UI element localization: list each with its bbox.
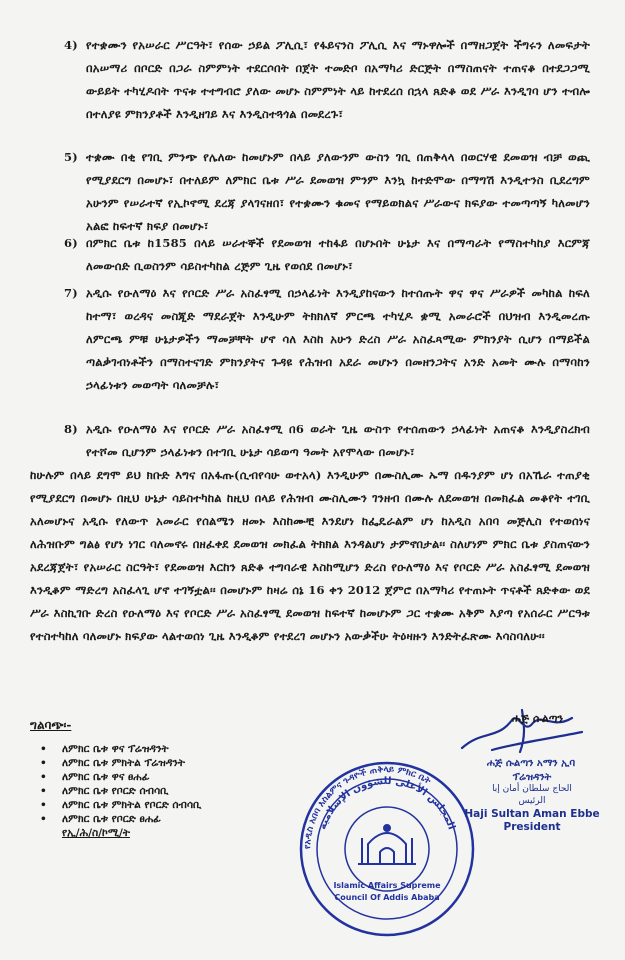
- seal-graphic: [298, 760, 476, 938]
- seal-amharic-text: የአዲስ አበባ እስልምና ጉዳዮች ጠቅላይ ምክር ቤት: [302, 764, 433, 850]
- signature-block: [462, 700, 602, 833]
- handwritten-signature: [452, 700, 592, 760]
- seal-english-bottom: Council Of Addis Ababa: [334, 893, 440, 902]
- item-text: በምክር ቤቱ ከ1585 በላይ ሠራተኞች የደመወዝ ተከፋይ በሆኑበት ሁኔታ እና በማጣራት የማስተካከያ እርምጃ ለመውሰድ ቢወስንም ሳይስተካከል ረጅም ጊዜ የወሰደ በመሆኑ፣: [86, 236, 590, 273]
- signature-handwritten-text: ሐጅ ሱልጣን: [512, 712, 564, 725]
- cc-item: • ለምክር ቤቱ ምክትል ፕሬዝዳንት: [40, 757, 185, 769]
- item-number: 7): [64, 286, 78, 300]
- item-number: 8): [64, 422, 78, 436]
- item-text: አዲሱ የዑለማዕ እና የቦርድ ሥራ አስፈፃሚ በ6 ወራት ጊዜ ውስጥ የተሰጠውን ኃላፊነት አጠናቆ እንዲያስረክብ የተሾመ ቢሆንም ኃላፊነቱን በተገቢ ሁኔታ ሳይወጣ ዓመት አየሞላው በመሆኑ፣: [86, 422, 590, 459]
- list-item-5: [64, 146, 590, 238]
- cc-item: • ለምክር ቤቱ የቦርድ ሰብሳቢ: [40, 785, 169, 797]
- signatory-title-arabic: الرئيس: [518, 796, 546, 806]
- cc-item: • ለምክር ቤቱ የቦርድ ፀሐፊ: [40, 813, 161, 825]
- cc-list: [40, 742, 201, 840]
- closing-paragraph: ከሁሉም በላይ ደግሞ ይህ ክቡድ እግና በአፋጡ(ሲብየሳሁ ወተአላ) እንዲሁም በሙስሊሙ ኡማ በዱንያም ሆነ በአኼራ ተጠያቂ የሚያደርግ በመሆኑ በዚህ ሁኔታ ሳይስተካከል ከዚህ በላይ የሕዝብ ሙስሊሙን ገንዘብ በሙሉ ለደመወዝ በመክፈል መቆየት ተገቢ አለመሆኑና አዲሱ የለውጥ አመራር የሰልሜን ዘመኑ እስከሙቺ እንደሆነ ከፌዴራልም ሆነ ከአዲስ አበባ መጅሊስ የተወሰነና ለሕዝቡም ግልፅ የሆነ ነገር ባለመኖሩ በዘፈቀደ ደመወዝ መክፈል ትክክል እንዳልሆነ ታምኖበታል፡፡ ስለሆነም ምክር ቤቱ ያስጠናውን አደረጃጀት፣ የአሠራር ስርዓት፣ የደመወዝ እርከን ጸድቆ ተግባራዊ እስከሚሆን ድረስ የዑለማዕ እና የቦርድ ሥራ አስፈፃሚ ደመወዝ እንዲቆም ማድረግ አስፈላጊ ሆኖ ተገኝቷል፡፡ በመሆኑም ከዛሬ ሰኔ 16 ቀን 2012 ጀምሮ በአማካሪ የተጠኑት ጥናቶች ጸድቀው ወደ ሥራ እስኪገቡ ድረስ የዑለማዕ እና የቦርድ ሥራ አስፈፃሚ ደመወዝ ከፍተኛ ከመሆኑም ጋር ተቋሙ አቅም እያጣ የአሰራር ሥርዓቱ የተስተካከለ ባለመሆኑ ክፍያው ላልተወሰነ ጊዜ እንዲቆም የተደረገ መሆኑን አውቃችሁ ትዕዛዙን እንድትፈጽሙ እሳስባለሁ፡፡: [30, 468, 590, 643]
- item-text: አዲሱ የዑለማዕ እና የቦርድ ሥራ አስፈፃሚ በኃላፊነት እንዲያከናውን ከተሰጡት ዋና ዋና ሥራዎች መካከል ከፍለ ከተማ፣ ወረዳና መስጂድ ማደራጀት እንዲሁም ትክክለኛ ምርጫ ተካሂዶ ቋሚ አመራሮች በህዝብ እንዲመረጡ ለምርጫ ምቹ ሁኔታዎችን ማመቻቸት ሆኖ ሳለ እስከ አሁን ድረስ ሥራ አስፈጻሚው ምክንያት ሲሆን በማይችል ጣልቃገብነቶችን በማስተናገድ ምክንያትና ጉዳዩ የሕዝብ አደራ መሆኑን በመዘንጋትና አንድ አመት ሙሉ በማባከን ኃላፊነቱን መወጣት ባለመቻሉ፣: [86, 286, 590, 392]
- svg-text:የአዲስ አበባ እስልምና ጉዳዮች ጠቅላይ ምክር ቤ: [303, 765, 433, 849]
- item-text: ተቋሙ በቂ የገቢ ምንጭ የሌለው ከመሆኑም በላይ ያለውንም ውስን ገቢ በጠቅላላ በወርሃዊ ደመወዝ ብቻ ወጪ የሚያደርግ በመሆኑ፣ በተለይም ለምክር ቤቱ ሥራ ደመወዝ ምንም እንኳ ከተድሞው በማግሽ እንዲተንስ ቢደረግም አሁንም የሠራተኛ የኢኮኖሚ ደረጃ ያላገናዘበ፣ የተቋሙን ቁመና የማይወክልና ሥራውና ክፍያው ተመጣጣኝ ካለመሆን አልፎ ከፍተኛ ክፍያ በመሆኑ፣: [86, 150, 590, 233]
- item-text: የተቋሙን የአሠራር ሥርዓት፣ የሰው ኃይል ፖሊሲ፣ የፋይናንስ ፖሊሲ እና ማኑዋሎች በማዘጋጀት ችግሩን ለመፍታት በአሠማሪ በቦርድ በጋራ ስምምነት ተደርሶበት በጀት ተመድቦ በአማካሪ ድርጅት በማስጠናት ተጠናቆ በተደጋጋሚ ውይይት ተካሂዶበት ጥናቱ ተተግብሮ ያለው መሆኑ ስምምነት ላይ ከተደረሰ በኋላ ጸድቆ ወደ ሥራ እንዲገባ ሆን ተብሎ በተለያዩ ምክንያቶች እንዲዘገይ እና እንዲስተጓጎል በመደረጉ፣: [86, 38, 590, 121]
- mosque-icon: [358, 825, 416, 864]
- signatory-title-amharic: ፕሬዝዳንት: [512, 772, 552, 783]
- council-seal: [298, 760, 476, 938]
- item-number: 4): [64, 38, 78, 52]
- list-item-6: [64, 232, 590, 278]
- seal-english-top: Islamic Affairs Supreme: [333, 881, 441, 890]
- list-item-8: [64, 418, 590, 464]
- signatory-name-amharic: ሐጅ ሱልጣን አማን ኢባ: [486, 758, 576, 769]
- cc-subitem: የኢ/ሕ/ስ/ኮሚ/ት: [62, 827, 130, 839]
- signatory-name-english: Haji Sultan Aman Ebbe: [464, 808, 600, 820]
- cc-item: • ለምክር ቤቱ ዋና ፀሐፊ: [40, 771, 150, 783]
- seal-arabic-text: المجلس الأعلى للشؤون الإسلامية: [317, 775, 457, 832]
- cc-item: • ለምክር ቤቱ ምክትል የቦርድ ሰብሳቢ: [40, 799, 202, 811]
- item-number: 6): [64, 236, 78, 250]
- list-item-7: [64, 282, 590, 397]
- item-number: 5): [64, 150, 78, 164]
- cc-item: • ለምክር ቤቱ ዋና ፕሬዝዳንት: [40, 743, 169, 755]
- signatory-name-arabic: الحاج سلطان أمان إبا: [492, 784, 572, 794]
- signatory-title-english: President: [503, 821, 561, 833]
- list-item-4: [64, 34, 590, 126]
- cc-title: ግልባጭ፡-: [30, 718, 72, 732]
